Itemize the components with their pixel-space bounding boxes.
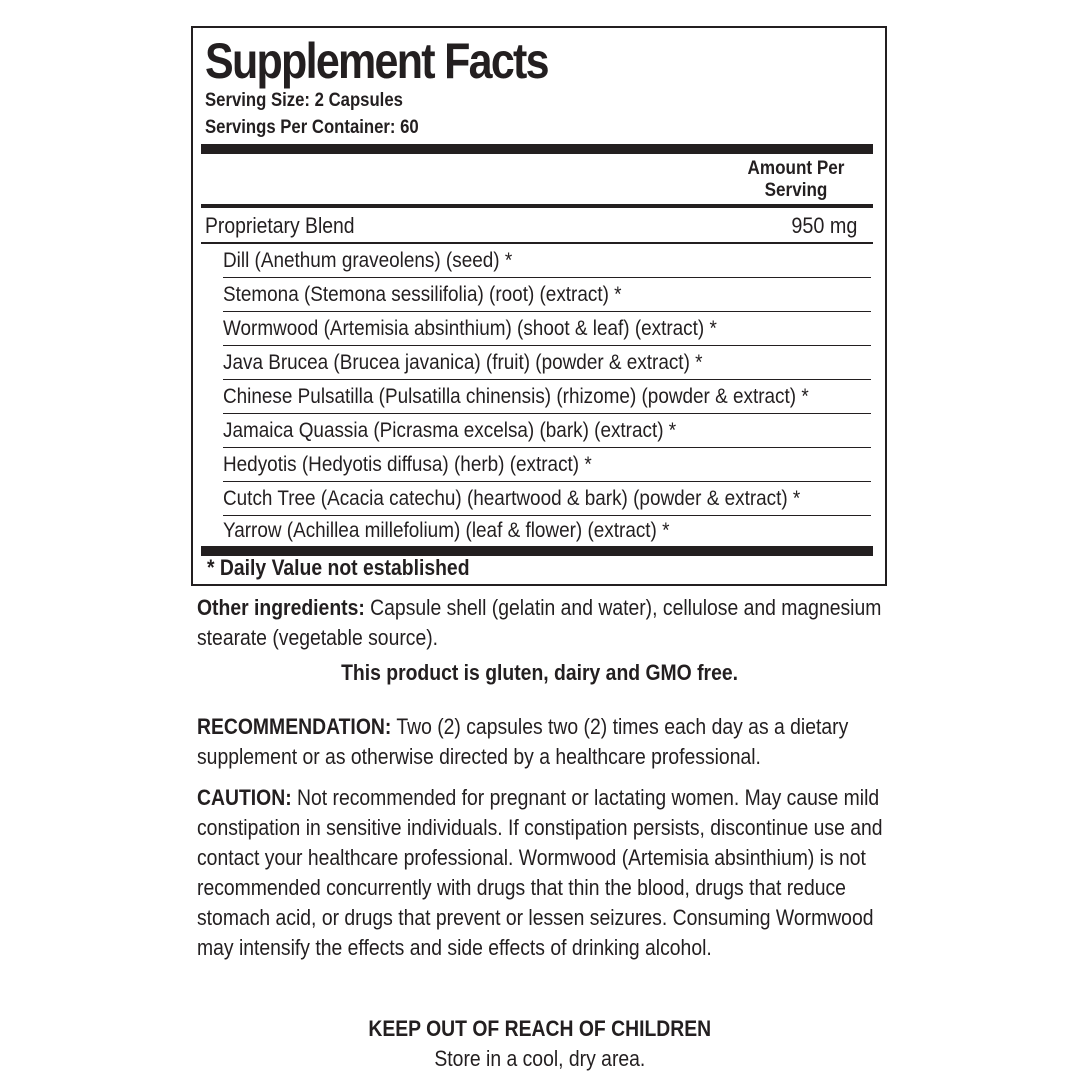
amount-header-line2: Serving: [764, 180, 828, 201]
supplement-facts-panel: [191, 26, 887, 586]
ingredient-text: Chinese Pulsatilla (Pulsatilla chinensis) (rhizome) (powder & extract) *: [223, 384, 809, 408]
daily-value-note: * Daily Value not established: [207, 555, 470, 580]
ingredient-text: Hedyotis (Hedyotis diffusa) (herb) (extract) *: [223, 452, 592, 476]
ingredient-row: [223, 278, 871, 312]
caution: [197, 783, 883, 963]
recommendation: [197, 712, 883, 772]
ingredient-text: Yarrow (Achillea millefolium) (leaf & flower) (extract) *: [223, 518, 670, 542]
storage-text: Store in a cool, dry area.: [434, 1046, 646, 1071]
ingredient-text: Cutch Tree (Acacia catechu) (heartwood & bark) (powder & extract) *: [223, 486, 801, 510]
storage-instructions: [0, 1046, 1080, 1072]
ingredient-row: [223, 482, 871, 516]
ingredient-row: [223, 312, 871, 346]
caution-label: CAUTION:: [197, 785, 292, 810]
facts-title: Supplement Facts: [205, 33, 548, 89]
amount-per-serving-header: [733, 158, 859, 202]
serving-size: Serving Size: 2 Capsules: [205, 90, 403, 111]
ingredient-row: [223, 380, 871, 414]
other-ingredients-label: Other ingredients:: [197, 595, 365, 620]
blend-name: Proprietary Blend: [205, 213, 355, 238]
recommendation-text: Two (2) capsules two (2) times each day as a dietary supplement or as otherwise directed by a healthcare professional.: [197, 714, 849, 769]
ingredient-text: Stemona (Stemona sessilifolia) (root) (extract) *: [223, 282, 622, 306]
free-statement: [0, 660, 1080, 686]
ingredient-row: [223, 346, 871, 380]
ingredient-text: Wormwood (Artemisia absinthium) (shoot & leaf) (extract) *: [223, 316, 717, 340]
ingredient-row: [223, 414, 871, 448]
ingredient-row: [223, 448, 871, 482]
ingredient-row: [223, 244, 871, 278]
ingredient-text: Java Brucea (Brucea javanica) (fruit) (powder & extract) *: [223, 350, 703, 374]
thick-divider-top: [201, 144, 873, 154]
keep-out-warning: [0, 1016, 1080, 1042]
other-ingredients-text: Capsule shell (gelatin and water), cellulose and magnesium stearate (vegetable source).: [197, 595, 882, 650]
other-ingredients: [197, 593, 883, 653]
ingredient-text: Dill (Anethum graveolens) (seed) *: [223, 248, 513, 272]
free-statement-text: This product is gluten, dairy and GMO free.: [341, 660, 739, 685]
blend-amount: 950 mg: [790, 213, 857, 238]
caution-text: Not recommended for pregnant or lactating women. May cause mild constipation in sensitive individuals. If constipation persists, discontinue use and contact your healthcare professional. Wormwood (Artemisia absinthium) is not recommended concurrently with drugs that thin the blood, drugs that reduce stomach acid, or drugs that prevent or lessen seizures. Consuming Wormwood may intensify the effects and side effects of drinking alcohol.: [197, 785, 883, 960]
ingredient-row: [223, 514, 871, 548]
recommendation-label: RECOMMENDATION:: [197, 714, 392, 739]
keep-out-text: KEEP OUT OF REACH OF CHILDREN: [368, 1016, 712, 1041]
ingredient-text: Jamaica Quassia (Picrasma excelsa) (bark) (extract) *: [223, 418, 677, 442]
header-divider: [201, 204, 873, 208]
amount-header-line1: Amount Per: [747, 158, 845, 179]
servings-per-container: Servings Per Container: 60: [205, 117, 419, 138]
